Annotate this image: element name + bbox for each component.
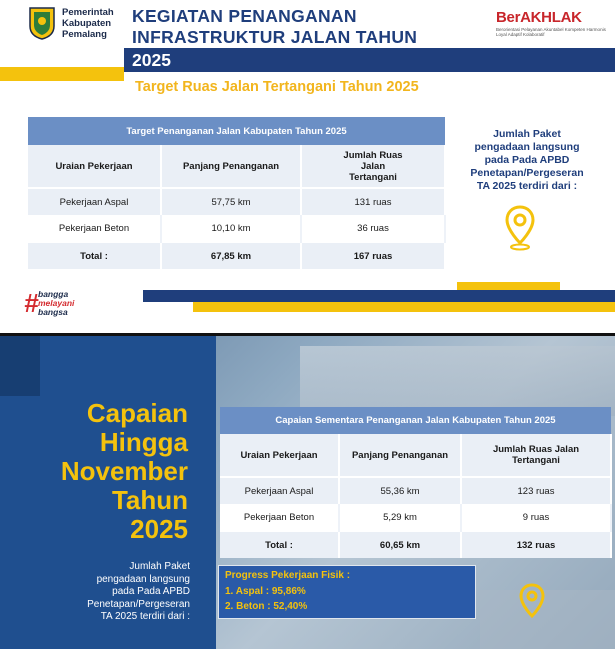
title-line: Hingga [99, 427, 188, 457]
page-subtitle: Target Ruas Jalan Tertangani Tahun 2025 [135, 79, 419, 95]
cell: Total : [220, 531, 339, 558]
note-line: pada Pada APBD [112, 586, 190, 597]
package-note: Jumlah Paket pengadaan langsung pada Pada APBD Penetapan/Pergeseran TA 2025 terdiri dari : [470, 128, 584, 192]
brand-tagline: Berorientasi Pelayanan Akuntabel Kompeten Harmonis Loyal Adaptif Kolaboratif [496, 27, 606, 37]
hashtag-word: bangsa [38, 307, 68, 317]
gov-line: Kabupaten [62, 18, 112, 29]
cell: 60,65 km [339, 531, 461, 558]
bangga-melayani-bangsa-logo [24, 288, 104, 318]
location-pin-icon [504, 205, 536, 251]
table-row [220, 477, 611, 504]
cell: 132 ruas [461, 531, 611, 558]
title-line: KEGIATAN PENANGANAN [132, 6, 357, 26]
pemalang-shield-icon [28, 6, 56, 40]
cell: 5,29 km [339, 504, 461, 531]
cell: Pekerjaan Aspal [28, 188, 161, 215]
berakhlak-logo [496, 9, 612, 43]
package-note [30, 561, 190, 624]
table-row [220, 504, 611, 531]
table-row [28, 188, 445, 215]
col-header: Uraian Pekerjaan [28, 145, 161, 188]
note-line: pengadaan langsung [96, 573, 190, 585]
cell: Total : [28, 242, 161, 269]
cell: 131 ruas [301, 188, 445, 215]
physical-progress-box [218, 565, 476, 619]
cell: 55,36 km [339, 477, 461, 504]
table-total-row [220, 531, 611, 558]
hashtag-icon: # [24, 288, 39, 318]
cell: 9 ruas [461, 504, 611, 531]
progress-item: 2. Beton : 52,40% [225, 601, 308, 612]
title-line: Capaian [86, 398, 188, 428]
cell: 67,85 km [161, 242, 301, 269]
achievement-table [220, 407, 612, 558]
col-header: Jumlah Ruas Jalan Tertangani [461, 434, 611, 477]
table-total-row [28, 242, 445, 269]
title-year: 2025 [132, 50, 171, 70]
gov-line: Pemerintah [62, 7, 114, 18]
cell: 123 ruas [461, 477, 611, 504]
left-panel-accent [0, 336, 40, 396]
title-line: 2025 [130, 514, 188, 544]
col-header: Uraian Pekerjaan [220, 434, 339, 477]
cell: Pekerjaan Beton [28, 215, 161, 242]
col-header: Panjang Penanganan [161, 145, 301, 188]
cell: 167 ruas [301, 242, 445, 269]
title-line: Tahun [111, 485, 188, 515]
accent-bar [0, 67, 124, 81]
cell: 36 ruas [301, 215, 445, 242]
gov-name [62, 7, 114, 40]
cell: Pekerjaan Aspal [220, 477, 339, 504]
background-road [300, 346, 615, 416]
title-line: INFRASTRUKTUR JALAN TAHUN [132, 27, 418, 47]
brand-name: BerAKHLAK [496, 9, 582, 26]
progress-item: 1. Aspal : 95,86% [225, 586, 306, 597]
gov-line: Pemalang [62, 29, 107, 40]
title-line: November [60, 456, 188, 486]
table-title: Target Penanganan Jalan Kabupaten Tahun 2025 [28, 117, 445, 145]
location-pin-icon [518, 583, 546, 623]
hashtag-word: melayani [38, 298, 75, 308]
note-line: Jumlah Paket [129, 561, 190, 572]
hashtag-words [38, 290, 74, 317]
table-title: Capaian Sementara Penanganan Jalan Kabupaten Tahun 2025 [220, 407, 611, 434]
note-line: TA 2025 terdiri dari : [100, 611, 190, 622]
background-clipboard [480, 590, 615, 649]
accent-bar [193, 302, 615, 312]
target-table [28, 117, 446, 269]
achievement-title [10, 399, 188, 544]
cell: Pekerjaan Beton [220, 504, 339, 531]
page-title [132, 6, 417, 48]
col-header: Panjang Penanganan [339, 434, 461, 477]
title-year-bar [124, 48, 615, 72]
accent-bar [143, 290, 615, 302]
hashtag-word: bangga [38, 289, 69, 299]
progress-title: Progress Pekerjaan Fisik : [225, 570, 351, 581]
table-row [28, 215, 445, 242]
col-header: Jumlah Ruas Jalan Tertangani [301, 145, 445, 188]
note-line: Penetapan/Pergeseran [87, 598, 190, 610]
cell: 57,75 km [161, 188, 301, 215]
cell: 10,10 km [161, 215, 301, 242]
